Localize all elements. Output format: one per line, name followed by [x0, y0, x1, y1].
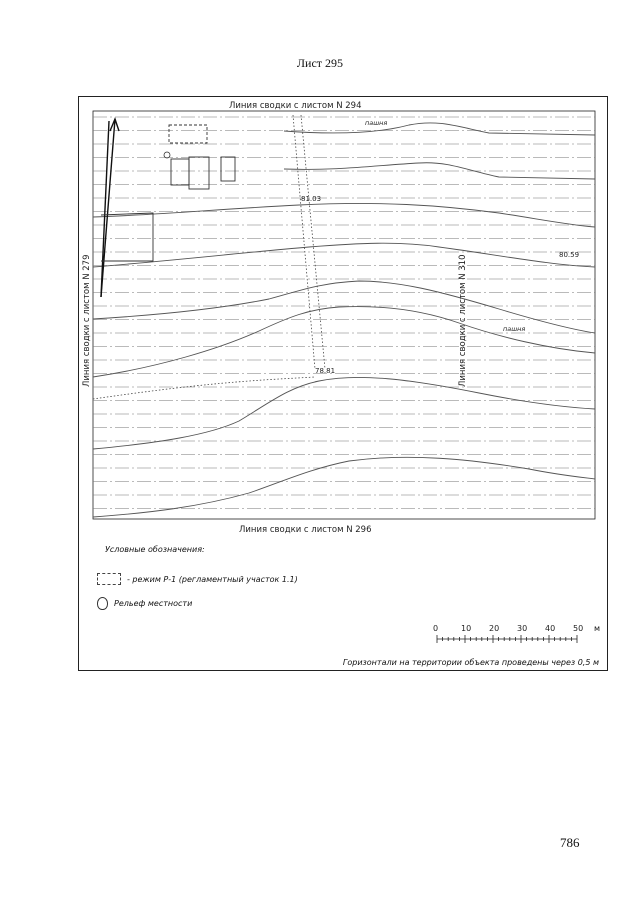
land-label-2: пашня — [503, 325, 526, 333]
legend-item-relief — [97, 597, 192, 610]
junction-right-label: Линия сводки с листом N 310 — [458, 254, 468, 387]
map-frame — [78, 96, 608, 671]
scale-tick-label: 20 — [489, 624, 500, 633]
sheet-title: Лист 295 — [296, 56, 344, 70]
north-arrow-icon — [101, 119, 119, 297]
elevation-label-2: 80.59 — [559, 251, 580, 259]
land-label-1: пашня — [365, 119, 388, 127]
scale-tick-label: 50 — [573, 624, 584, 633]
relief-contour-icon — [97, 597, 108, 610]
elevation-label-3: 78.81 — [315, 367, 336, 375]
scale-bar — [433, 624, 583, 643]
junction-left-label: Линия сводки с листом N 279 — [82, 254, 92, 387]
relief-symbol-icon — [164, 152, 170, 158]
scale-tick-label: 40 — [545, 624, 556, 633]
legend-item-zone — [97, 573, 298, 585]
scale-tick-label: 0 — [433, 624, 439, 633]
contour-lines — [93, 123, 595, 517]
legend-item-label: Рельеф местности — [114, 599, 193, 608]
scale-unit: м — [594, 624, 601, 633]
legend-title: Условные обозначения: — [105, 545, 205, 554]
scale-tick-label: 30 — [517, 624, 528, 633]
junction-bottom-label: Линия сводки с листом N 296 — [239, 525, 372, 535]
junction-top-label: Линия сводки с листом N 294 — [229, 101, 362, 111]
legend-item-label: - режим Р-1 (регламентный участок 1.1) — [127, 574, 298, 584]
map-canvas — [79, 97, 609, 672]
zone-rectangles — [101, 125, 235, 261]
scale-tick-label: 10 — [461, 624, 472, 633]
scale-note: Горизонтали на территории объекта проведены через 0,5 м — [342, 658, 599, 667]
elevation-label-1: 81.03 — [301, 195, 322, 203]
dashed-rectangle-icon — [97, 573, 121, 585]
page-number: 786 — [560, 835, 580, 850]
